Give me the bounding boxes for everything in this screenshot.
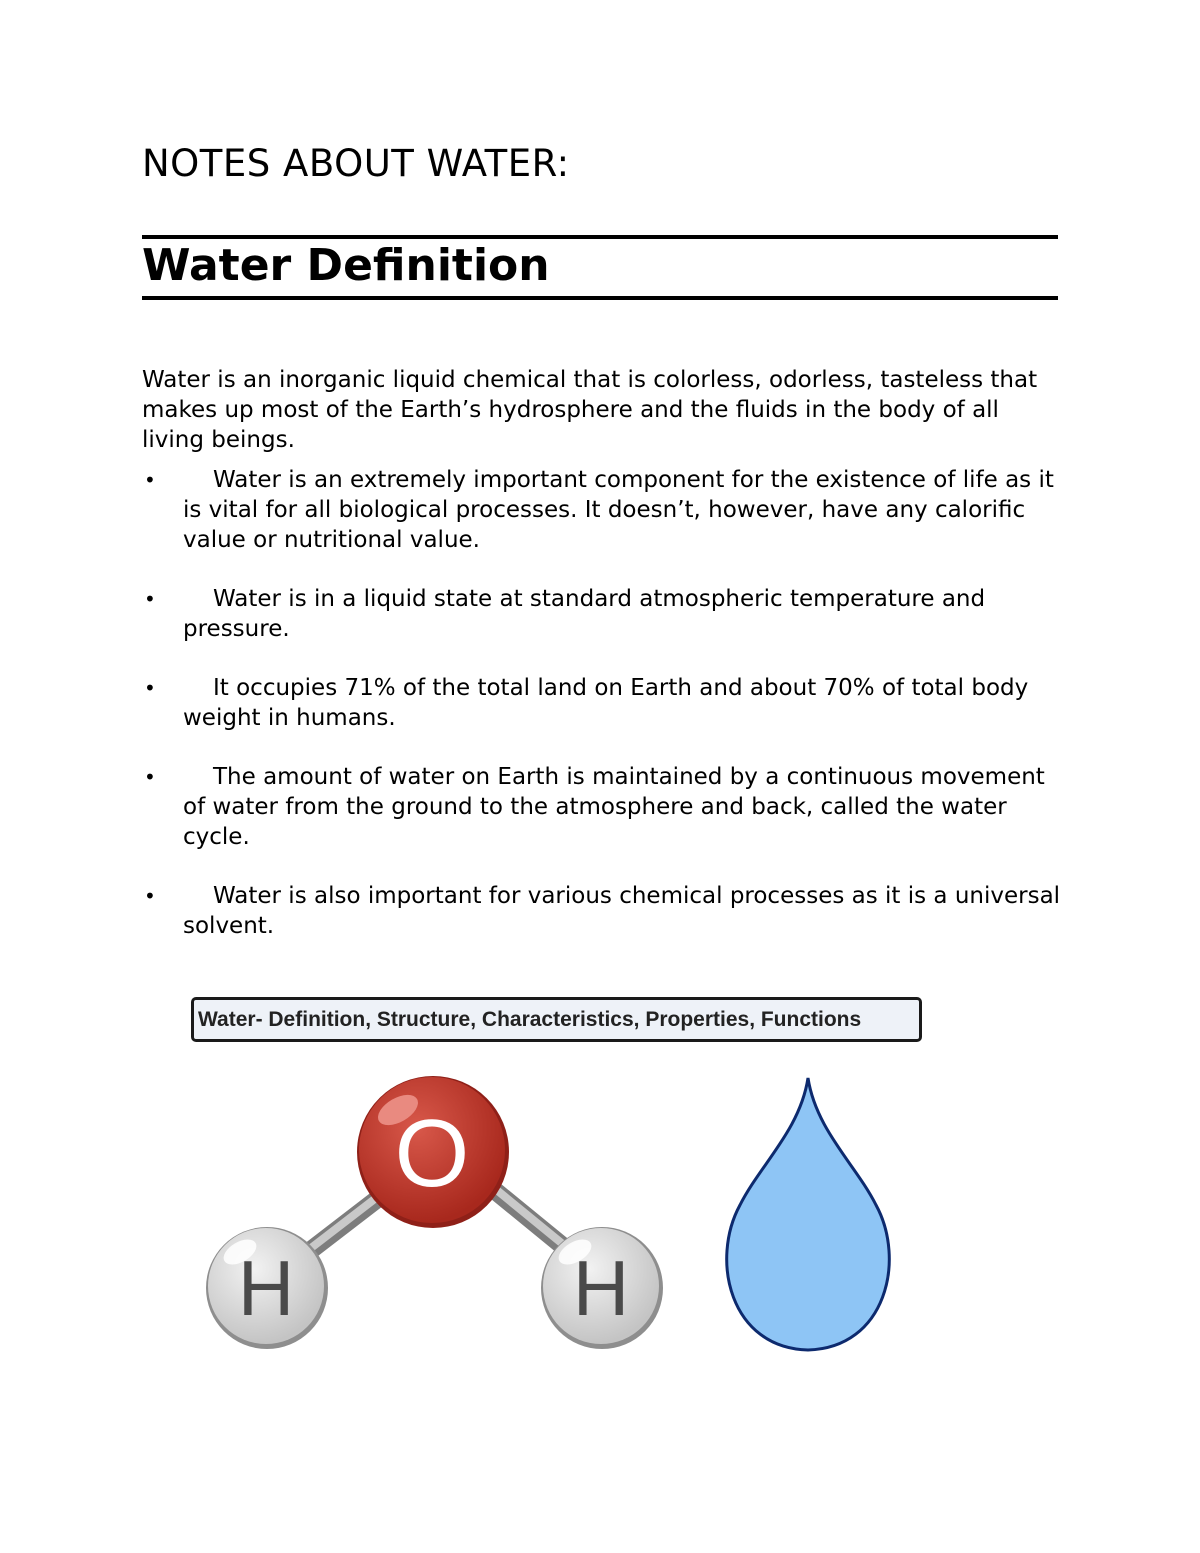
figure-caption: Water- Definition, Structure, Characteristics, Properties, Functions	[191, 997, 922, 1042]
hydrogen-atom-right	[541, 1227, 663, 1349]
hydrogen-right-label: H	[572, 1244, 630, 1332]
bullet-icon: •	[144, 676, 156, 700]
bullet-icon: •	[144, 884, 156, 908]
bullet-icon: •	[144, 587, 156, 611]
section-heading: Water Definition	[142, 240, 550, 291]
list-item	[142, 881, 1062, 941]
heading-top-rule	[142, 235, 1058, 239]
water-drop-icon	[727, 1078, 890, 1350]
oxygen-atom	[357, 1076, 509, 1228]
bullet-text: The amount of water on Earth is maintained by a continuous movement of water from the ground to the atmosphere and back, called the water cycle.	[183, 764, 1045, 850]
bullet-icon: •	[144, 468, 156, 492]
list-item	[142, 584, 1062, 644]
bullet-text: Water is in a liquid state at standard atmospheric temperature and pressure.	[183, 586, 986, 642]
water-figure	[180, 990, 940, 1370]
bullet-list	[142, 465, 1062, 970]
water-illustration	[180, 990, 940, 1370]
heading-bottom-rule	[142, 296, 1058, 300]
bullet-icon: •	[144, 765, 156, 789]
bullet-text: Water is also important for various chemical processes as it is a universal solvent.	[183, 883, 1061, 939]
list-item	[142, 673, 1062, 733]
bullet-text: It occupies 71% of the total land on Earth and about 70% of total body weight in humans.	[183, 675, 1029, 731]
list-item	[142, 465, 1062, 555]
oxygen-label: O	[394, 1100, 470, 1207]
bullet-text: Water is an extremely important component for the existence of life as it is vital for all biological processes. It doesn’t, however, have any calorific value or nutritional value.	[183, 467, 1054, 553]
hydrogen-atom-left	[206, 1227, 328, 1349]
page-title: NOTES ABOUT WATER:	[142, 142, 570, 185]
intro-paragraph: Water is an inorganic liquid chemical that is colorless, odorless, tasteless that makes up most of the Earth’s hydrosphere and the fluids in the body of all living beings.	[142, 367, 1038, 453]
list-item	[142, 762, 1062, 852]
hydrogen-left-label: H	[237, 1244, 295, 1332]
